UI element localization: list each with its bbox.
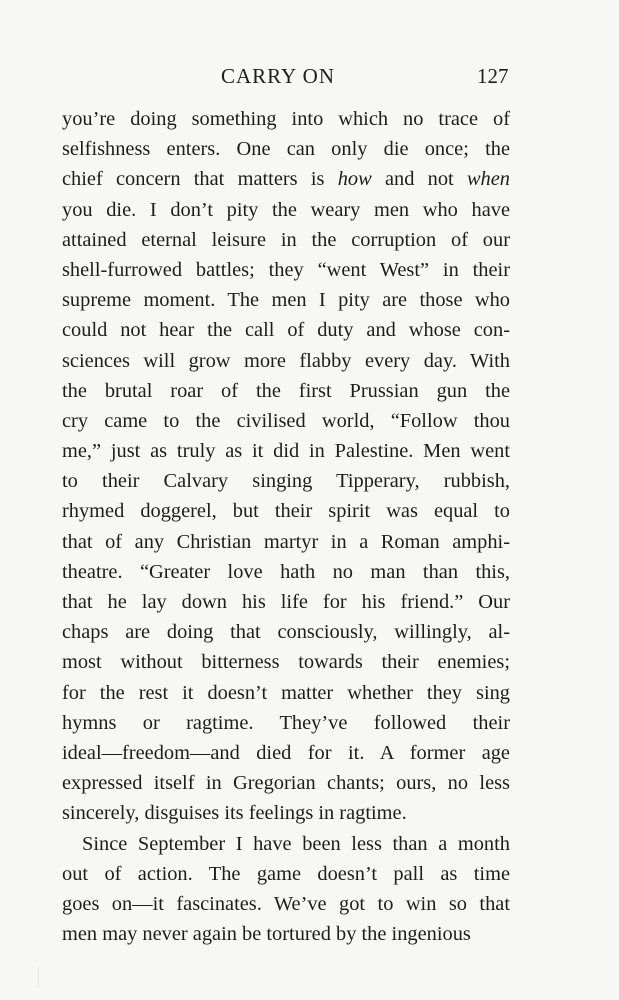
text-run: supreme moment. The men I pity are those who — [62, 289, 510, 312]
text-run: men may never again be tortured by the ingenious — [62, 923, 471, 946]
text-line — [62, 376, 510, 406]
text-run: and not — [371, 168, 467, 191]
text-line — [62, 496, 510, 526]
text-run: sincerely, disguises its feelings in ragtime. — [62, 802, 407, 825]
text-run: chaps are doing that consciously, willingly, al- — [62, 621, 510, 644]
text-line — [62, 527, 510, 557]
text-run: could not hear the call of duty and whose con- — [62, 319, 510, 342]
text-run: ideal—freedom—and died for it. A former age — [62, 741, 510, 764]
text-line — [62, 919, 510, 949]
text-line — [62, 315, 510, 345]
text-run: cry came to the civilised world, “Follow thou — [62, 409, 510, 432]
text-line — [62, 285, 510, 315]
text-run: you’re doing something into which no trace of — [62, 108, 510, 130]
text-line — [62, 557, 510, 587]
body-text — [62, 104, 510, 949]
text-run: rhymed doggerel, but their spirit was equal to — [62, 500, 510, 523]
text-line — [62, 829, 510, 859]
text-line — [62, 617, 510, 647]
text-run: theatre. “Greater love hath no man than this, — [62, 560, 510, 583]
text-run: attained eternal leisure in the corruption of our — [62, 228, 510, 251]
text-line — [62, 708, 510, 738]
text-line — [62, 225, 510, 255]
text-line — [62, 647, 510, 677]
italic-text: how — [337, 168, 372, 191]
margin-mark — [38, 966, 49, 988]
paragraph-1 — [62, 104, 510, 829]
text-line — [62, 164, 510, 194]
text-line — [62, 768, 510, 798]
text-run: hymns or ragtime. They’ve followed their — [62, 711, 510, 734]
text-run: goes on—it fascinates. We’ve got to win so that — [62, 892, 510, 915]
text-run: to their Calvary singing Tipperary, rubbish, — [62, 470, 510, 493]
text-run: you die. I don’t pity the weary men who have — [62, 198, 510, 221]
text-run: the brutal roar of the first Prussian gun the — [62, 379, 510, 402]
text-line — [62, 587, 510, 617]
text-line — [62, 738, 510, 768]
text-run: shell-furrowed battles; they “went West” in their — [62, 258, 510, 281]
text-run: me,” just as truly as it did in Palestine. Men went — [62, 440, 510, 463]
text-run: out of action. The game doesn’t pall as time — [62, 862, 510, 885]
text-line — [62, 436, 510, 466]
text-run: that of any Christian martyr in a Roman amphi- — [62, 530, 510, 553]
text-run: sciences will grow more flabby every day. With — [62, 349, 510, 372]
running-head: CARRY ON — [221, 64, 335, 88]
text-line — [62, 678, 510, 708]
text-run: selfishness enters. One can only die once; the — [62, 138, 510, 161]
text-line — [62, 104, 510, 134]
text-line — [62, 466, 510, 496]
text-run: expressed itself in Gregorian chants; ours, no less — [62, 772, 510, 795]
page-number: 127 — [477, 64, 509, 88]
text-run: for the rest it doesn’t matter whether they sing — [62, 681, 510, 704]
text-run: Since September I have been less than a month — [82, 832, 510, 855]
text-line — [62, 346, 510, 376]
text-line — [62, 195, 510, 225]
italic-text: when — [466, 168, 510, 191]
text-line — [62, 798, 510, 828]
text-line — [62, 134, 510, 164]
text-line — [62, 406, 510, 436]
text-line — [62, 255, 510, 285]
text-run: most without bitterness towards their enemies; — [62, 651, 510, 674]
text-run: chief concern that matters is — [62, 168, 338, 191]
text-line — [62, 889, 510, 919]
paragraph-2 — [62, 829, 510, 950]
text-line — [62, 859, 510, 889]
text-run: that he lay down his life for his friend.” Our — [62, 591, 510, 613]
